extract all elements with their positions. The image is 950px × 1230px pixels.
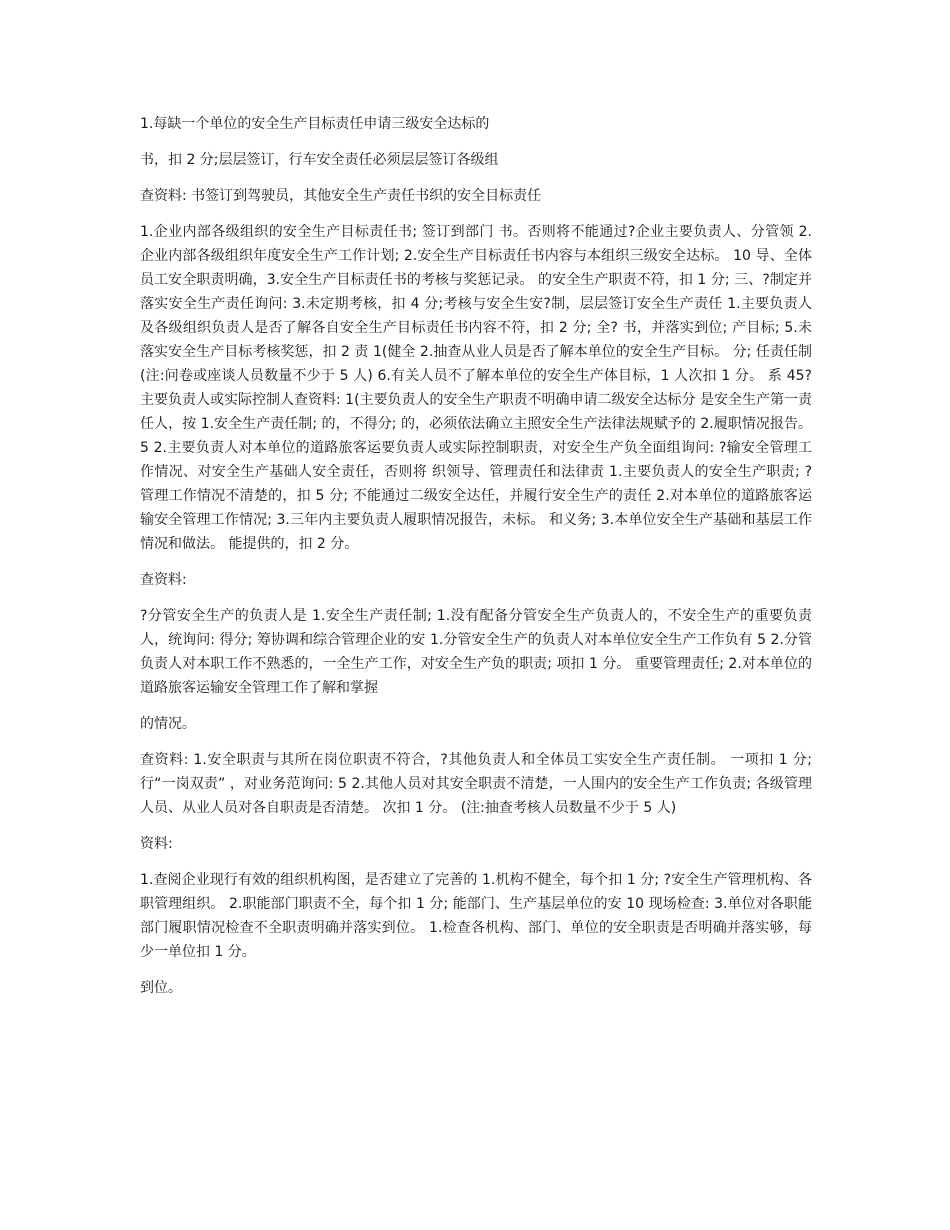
- paragraph-8: 查资料: 1.安全职责与其所在岗位职责不符合，?其他负责人和全体员工实安全生产责任制。 一项扣 1 分; 行“一岗双责” ，对业务范询问: 5 2.其他人员对其安全职责不清楚，一人围内的安全生产工作负责; 各级管理人员、从业人员对各自职责是否清楚。 次扣 1 分。 (注:抽查考核人员数量不少于 5 人): [140, 752, 812, 816]
- paragraph-5: 查资料:: [140, 572, 187, 588]
- paragraph-2: 书，扣 2 分;层层签订，行车安全责任必须层层签订各级组: [140, 152, 499, 168]
- paragraph-1: 1.每缺一个单位的安全生产目标责任申请三级安全达标的: [140, 116, 490, 132]
- paragraph-7: 的情况。: [140, 716, 196, 732]
- paragraph-10: 1.查阅企业现行有效的组织机构图，是否建立了完善的 1.机构不健全，每个扣 1 分; ?安全生产管理机构、各职管理组织。 2.职能部门职责不全，每个扣 1 分; 能部门、生产基层单位的安 10 现场检查: 3.单位对各职能部门履职情况检查不全职责明确并落实到位。 1.检查各机构、部门、单位的安全职责是否明确并落实够，每少一单位扣 1 分。: [140, 872, 812, 960]
- document-page: [140, 112, 812, 1012]
- paragraph-6: ?分管安全生产的负责人是 1.安全生产责任制; 1.没有配备分管安全生产负责人的，不安全生产的重要负责人，统询问: 得分; 筹协调和综合管理企业的安 1.分管安全生产的负责人对本单位安全生产工作负有 5 2.分管负责人对本职工作不熟悉的，一全生产工作，对安全生产负的职责; 项扣 1 分。 重要管理责任; 2.对本单位的道路旅客运输安全管理工作了解和掌握: [140, 608, 812, 696]
- paragraph-11: 到位。: [140, 980, 182, 996]
- paragraph-9: 资料:: [140, 836, 173, 852]
- paragraph-3: 查资料: 书签订到驾驶员，其他安全生产责任书织的安全目标责任: [140, 188, 542, 204]
- paragraph-4: 1.企业内部各级组织的安全生产目标责任书; 签订到部门 书。否则将不能通过?企业主要负责人、分管领 2. 企业内部各级组织年度安全生产工作计划; 2.安全生产目标责任书内容与本组织三级安全达标。 10 导、全体员工安全职责明确，3.安全生产目标责任书的考核与奖惩记录。 的安全生产职责不符，扣 1 分; 三、?制定并落实安全生产责任询问: 3.未定期考核，扣 4 分;考核与安全生安?制，层层签订安全生产责任 1.主要负责人及各级组织负责人是否了解各自安全生产目标责任书内容不符，扣 2 分; 全? 书，并落实到位; 产目标; 5.未落实安全生产目标考核奖惩，扣 2 责 1(健全 2.抽查从业人员是否了解本单位的安全生产目标。 分; 任责任制 (注:问卷或座谈人员数量不少于 5 人) 6.有关人员不了解本单位的安全生产体目标，1 人次扣 1 分。 系 45?主要负责人或实际控制人查资料: 1(主要负责人的安全生产职责不明确申请二级安全达标分 是安全生产第一责任人，按 1.安全生产责任制; 的，不得分; 的，必须依法确立主照安全生产法律法规赋予的 2.履职情况报告。 5 2.主要负责人对本单位的道路旅客运要负责人或实际控制职责，对安全生产负全面组询问: ?输安全管理工作情况、对安全生产基础人安全责任，否则将 织领导、管理责任和法律责 1.主要负责人的安全生产职责; ? 管理工作情况不清楚的，扣 5 分; 不能通过二级安全达任，并履行安全生产的责任 2.对本单位的道路旅客运输安全管理工作情况; 3.三年内主要负责人履职情况报告，未标。 和义务; 3.本单位安全生产基础和基层工作情况和做法。 能提供的，扣 2 分。: [140, 224, 812, 552]
